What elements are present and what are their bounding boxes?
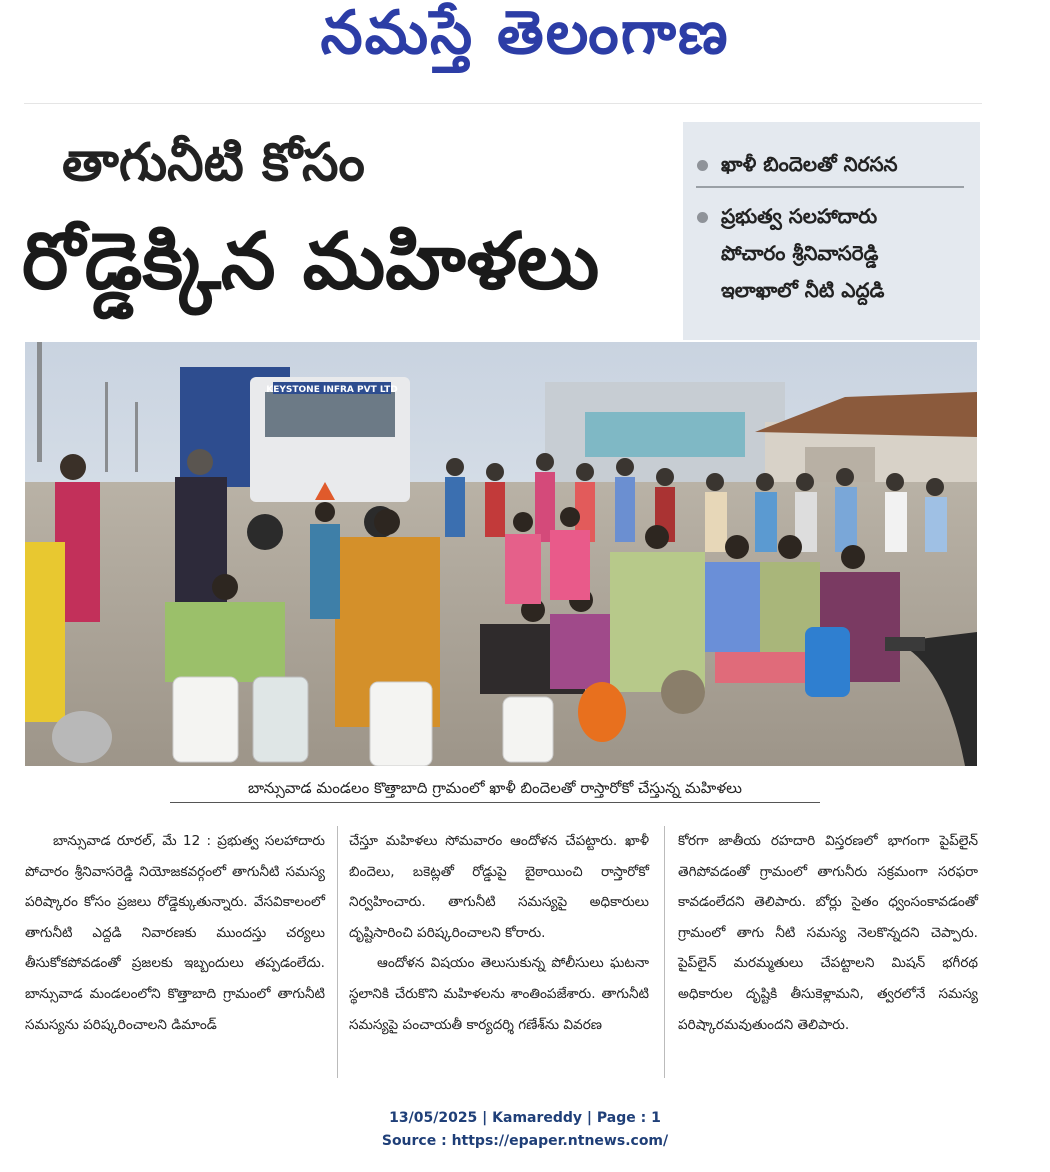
article-paragraph: ఆందోళన విషయం తెలుసుకున్న పోలీసులు ఘటనా స్థలానికి చేరుకొని మహిళలను శాంతింపజేశారు. తాగునీటి సమస్యపై పంచాయతీ కార్యదర్శి గణేశ్‌ను వివరణ bbox=[349, 955, 649, 1033]
deck-item bbox=[697, 198, 969, 318]
footer-source-link[interactable]: Source : https://epaper.ntnews.com/ bbox=[381, 1133, 669, 1149]
deck-item-text: ఇలాఖాలో నీటి ఎద్దడి bbox=[721, 278, 885, 302]
photo-illustration bbox=[25, 342, 977, 766]
headline-main: రోడ్డెక్కిన మహిళలు bbox=[22, 217, 600, 307]
bullet-icon bbox=[697, 212, 708, 223]
deck-item bbox=[697, 146, 969, 186]
news-photo bbox=[25, 342, 977, 766]
deck-item-text: పోచారం శ్రీనివాసరెడ్డి bbox=[721, 241, 879, 265]
column-divider bbox=[664, 826, 665, 1078]
truck-label: KEYSTONE INFRA PVT LTD bbox=[266, 385, 398, 395]
masthead bbox=[0, 0, 1050, 80]
footer-date-edition: 13/05/2025 | Kamareddy | Page : 1 bbox=[389, 1110, 661, 1126]
bullet-icon bbox=[697, 160, 708, 171]
article-column-1 bbox=[25, 826, 325, 1086]
article-paragraph: కోరగా జాతీయ రహదారి విస్తరణలో భాగంగా పైప్‌లైన్ తెగిపోవడంతో గ్రామంలో తాగునీరు సక్రమంగా సరఫరా కావడంలేదని తెలిపారు. బోర్లు సైతం ధ్వంసంకావడంతో గ్రామంలో తాగు నీటి సమస్య నెలకొన్నదని చెప్పారు. పైప్‌లైన్ మరమ్మతులు చేపట్టాలని మిషన్ భగీరథ అధికారుల దృష్టికి తీసుకెళ్లామని, త్వరలోనే సమస్య పరిష్కారమవుతుందని తెలిపారు. bbox=[678, 833, 978, 1033]
newspaper-title: నమస్తే తెలంగాణ bbox=[320, 0, 730, 68]
article-paragraph: బాన్సువాడ రూరల్, మే 12 : ప్రభుత్వ సలహాదారు పోచారం శ్రీనివాసరెడ్డి నియోజకవర్గంలో తాగునీటి సమస్య పరిష్కారం కోసం ప్రజలు రోడ్డెక్కుతున్నారు. వేసవికాలంలో తాగునీటి ఎద్దడి నివారణకు ముందస్తు చర్యలు తీసుకోకపోవడంతో ప్రజలకు ఇబ్బందులు తప్పడంలేదు. బాన్సువాడ మండలంలోని కొత్తాబాది గ్రామంలో తాగునీటి సమస్యను పరిష్కరించాలని డిమాండ్ bbox=[25, 833, 325, 1033]
article-column-2 bbox=[349, 826, 649, 1086]
article-column-3 bbox=[678, 826, 978, 1086]
deck-item-text: ఖాళీ బిందెలతో నిరసన bbox=[721, 152, 898, 176]
article-paragraph: చేస్తూ మహిళలు సోమవారం ఆందోళన చేపట్టారు. ఖాళీ బిందెలు, బకెట్లతో రోడ్డుపై బైఠాయించి రాస్తారోకో నిర్వహించారు. తాగునీటి సమస్యపై అధికారులు దృష్టిసారించి పరిష్కరించాలని కోరారు. bbox=[349, 833, 649, 941]
masthead-divider bbox=[24, 103, 982, 104]
headline-kicker: తాగునీటి కోసం bbox=[62, 133, 365, 193]
deck-separator bbox=[696, 186, 964, 188]
photo-caption: బాన్సువాడ మండలం కొత్తాబాది గ్రామంలో ఖాళీ బిందెలతో రాస్తారోకో చేస్తున్న మహిళలు bbox=[170, 774, 820, 803]
deck-item-text: ప్రభుత్వ సలహాదారు bbox=[721, 204, 878, 228]
column-divider bbox=[337, 826, 338, 1078]
deck-box bbox=[683, 122, 980, 340]
